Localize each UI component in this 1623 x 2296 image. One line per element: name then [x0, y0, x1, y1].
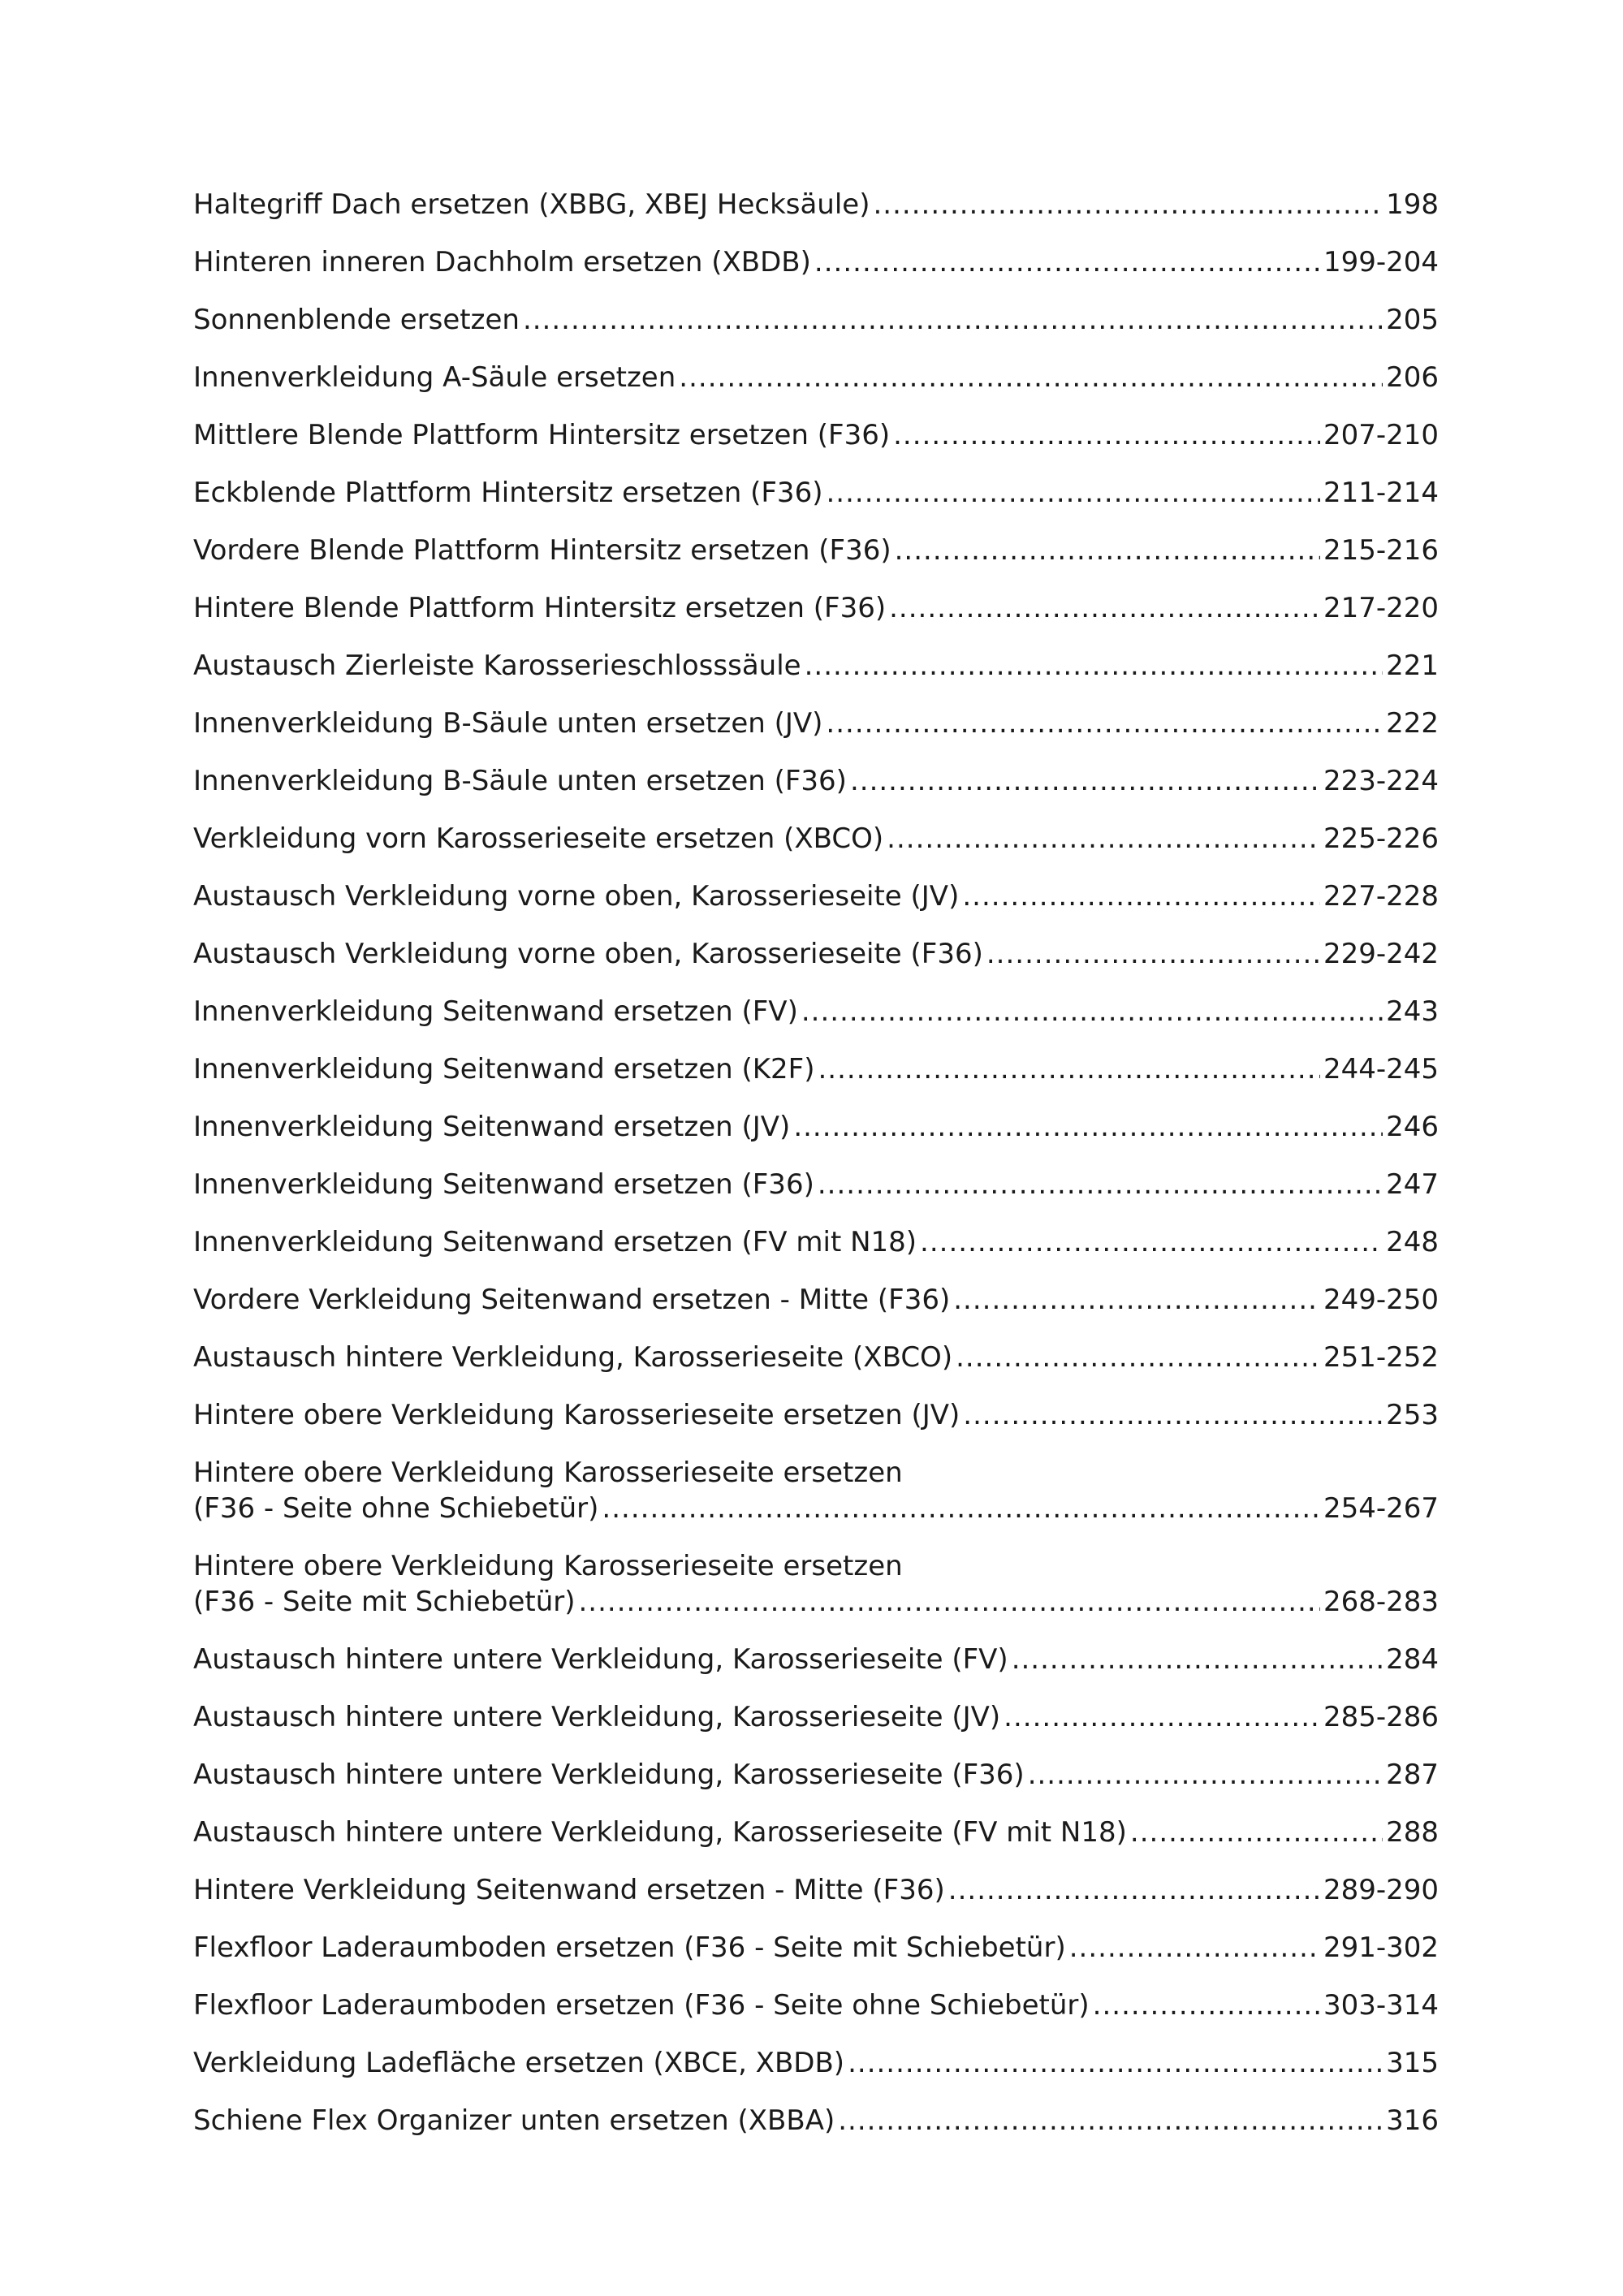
toc-entry-page: 198: [1386, 188, 1439, 221]
toc-entry-line: [193, 533, 1439, 568]
dot-leader: [873, 187, 1383, 222]
toc-entry[interactable]: [193, 1455, 1439, 1526]
toc-entry-line: [193, 648, 1439, 684]
dot-leader: [793, 1109, 1383, 1145]
toc-entry[interactable]: [193, 1699, 1439, 1735]
toc-entry-title: Innenverkleidung Seitenwand ersetzen (F36): [193, 1168, 814, 1201]
toc-entry[interactable]: [193, 1109, 1439, 1145]
toc-entry-page: 254-267: [1323, 1492, 1439, 1525]
toc-entry-title: Hintere obere Verkleidung Karosserieseite ersetzen (JV): [193, 1399, 960, 1431]
toc-entry-page: 253: [1386, 1399, 1439, 1431]
toc-entry-line: [193, 1757, 1439, 1793]
dot-leader: [963, 1397, 1383, 1433]
toc-entry-title: Hintere Blende Plattform Hintersitz ersetzen (F36): [193, 592, 887, 624]
toc-entry-title: Austausch hintere untere Verkleidung, Karosserieseite (JV): [193, 1701, 1001, 1733]
toc-entry-page: 287: [1386, 1759, 1439, 1791]
toc-entry[interactable]: [193, 1548, 1439, 1620]
toc-entry-line: [193, 1224, 1439, 1260]
dot-leader: [986, 936, 1320, 972]
toc-entry-line: [193, 2103, 1439, 2138]
toc-entry-page: 303-314: [1323, 1989, 1439, 2022]
toc-entry[interactable]: [193, 878, 1439, 914]
dot-leader: [953, 1282, 1320, 1318]
dot-leader: [1004, 1699, 1320, 1735]
toc-entry[interactable]: [193, 417, 1439, 453]
toc-entry-line: [193, 1491, 1439, 1526]
toc-entry-title: Austausch hintere untere Verkleidung, Karosserieseite (FV): [193, 1643, 1008, 1676]
toc-entry-page: 227-228: [1323, 880, 1439, 913]
dot-leader: [848, 2045, 1383, 2081]
toc-entry-title: Flexfloor Laderaumboden ersetzen (F36 - Seite ohne Schiebetür): [193, 1989, 1090, 2022]
toc-entry-line: [193, 821, 1439, 857]
dot-leader: [887, 821, 1320, 857]
toc-entry-title: Austausch Verkleidung vorne oben, Karosserieseite (F36): [193, 938, 983, 970]
toc-entry[interactable]: [193, 590, 1439, 626]
toc-entry-title: Eckblende Plattform Hintersitz ersetzen (F36): [193, 477, 823, 509]
toc-entry-page: 291-302: [1323, 1931, 1439, 1964]
dot-leader: [850, 763, 1320, 799]
toc-entry-page: 268-283: [1323, 1586, 1439, 1618]
toc-entry-page: 221: [1386, 650, 1439, 682]
toc-entry-line: [193, 1548, 1439, 1584]
toc-entry-line: [193, 590, 1439, 626]
toc-entry[interactable]: [193, 475, 1439, 511]
dot-leader: [889, 590, 1320, 626]
toc-entry-title: Flexfloor Laderaumboden ersetzen (F36 - Seite mit Schiebetür): [193, 1931, 1066, 1964]
toc-entry-line: [193, 2045, 1439, 2081]
toc-entry-line: [193, 706, 1439, 741]
toc-entry[interactable]: [193, 1051, 1439, 1087]
toc-entry-title: Innenverkleidung Seitenwand ersetzen (FV mit N18): [193, 1226, 917, 1258]
toc-entry-title: (F36 - Seite mit Schiebetür): [193, 1586, 576, 1618]
toc-entry-title: Verkleidung vorn Karosserieseite ersetzen (XBCO): [193, 822, 884, 855]
toc-entry-page: 215-216: [1323, 534, 1439, 567]
toc-entry-page: 222: [1386, 707, 1439, 740]
dot-leader: [1012, 1642, 1383, 1677]
toc-entry-page: 249-250: [1323, 1284, 1439, 1316]
toc-entry-title: Hintere obere Verkleidung Karosserieseite ersetzen: [193, 1457, 903, 1489]
toc-entry-line: [193, 878, 1439, 914]
dot-leader: [679, 360, 1383, 395]
toc-entry-page: 225-226: [1323, 822, 1439, 855]
toc-entry[interactable]: [193, 1642, 1439, 1677]
toc-entry-page: 244-245: [1323, 1053, 1439, 1085]
toc-entry-title: Austausch hintere untere Verkleidung, Karosserieseite (FV mit N18): [193, 1816, 1127, 1849]
toc-entry[interactable]: [193, 2045, 1439, 2081]
toc-entry-line: [193, 763, 1439, 799]
toc-entry-line: [193, 1872, 1439, 1908]
toc-entry[interactable]: [193, 821, 1439, 857]
dot-leader: [920, 1224, 1383, 1260]
toc-entry[interactable]: [193, 360, 1439, 395]
toc-entry-page: 223-224: [1323, 765, 1439, 797]
dot-leader: [1093, 1987, 1320, 2023]
toc-entry-title: Schiene Flex Organizer unten ersetzen (XBBA): [193, 2104, 835, 2137]
toc-entry-title: Innenverkleidung Seitenwand ersetzen (FV): [193, 995, 798, 1028]
toc-entry-title: Innenverkleidung A-Säule ersetzen: [193, 361, 676, 394]
dot-leader: [818, 1167, 1383, 1202]
toc-entry[interactable]: [193, 1282, 1439, 1318]
dot-leader: [1028, 1757, 1383, 1793]
toc-entry[interactable]: [193, 187, 1439, 222]
toc-entry-title: (F36 - Seite ohne Schiebetür): [193, 1492, 599, 1525]
toc-entry-page: 288: [1386, 1816, 1439, 1849]
toc-entry[interactable]: [193, 706, 1439, 741]
dot-leader: [826, 475, 1319, 511]
toc-entry-title: Austausch hintere untere Verkleidung, Karosserieseite (F36): [193, 1759, 1025, 1791]
toc-entry[interactable]: [193, 2103, 1439, 2138]
toc-entry[interactable]: [193, 302, 1439, 338]
toc-entry-title: Innenverkleidung B-Säule unten ersetzen (JV): [193, 707, 823, 740]
toc-entry-line: [193, 936, 1439, 972]
dot-leader: [893, 417, 1320, 453]
toc-entry-line: [193, 475, 1439, 511]
toc-entry-line: [193, 302, 1439, 338]
toc-entry[interactable]: [193, 1987, 1439, 2023]
toc-entry-title: Austausch hintere Verkleidung, Karosserieseite (XBCO): [193, 1341, 953, 1374]
dot-leader: [801, 994, 1383, 1029]
toc-entry[interactable]: [193, 1340, 1439, 1375]
toc-entry-page: 207-210: [1323, 419, 1439, 451]
dot-leader: [1069, 1930, 1320, 1966]
toc-entry[interactable]: [193, 1397, 1439, 1433]
toc-entry-title: Hinteren inneren Dachholm ersetzen (XBDB): [193, 246, 811, 278]
toc-entry[interactable]: [193, 533, 1439, 568]
dot-leader: [962, 878, 1320, 914]
toc-entry-page: 229-242: [1323, 938, 1439, 970]
dot-leader: [948, 1872, 1320, 1908]
toc-entry-title: Mittlere Blende Plattform Hintersitz ersetzen (F36): [193, 419, 891, 451]
dot-leader: [956, 1340, 1320, 1375]
toc-entry-title: Hintere obere Verkleidung Karosserieseite ersetzen: [193, 1550, 903, 1582]
dot-leader: [805, 648, 1383, 684]
toc-entry-line: [193, 1282, 1439, 1318]
toc-entry[interactable]: [193, 936, 1439, 972]
toc-entry-page: 246: [1386, 1111, 1439, 1143]
toc-entry[interactable]: [193, 1872, 1439, 1908]
toc-entry-page: 289-290: [1323, 1874, 1439, 1906]
toc-entry-line: [193, 417, 1439, 453]
toc-entry[interactable]: [193, 1167, 1439, 1202]
dot-leader: [523, 302, 1383, 338]
toc-entry-title: Sonnenblende ersetzen: [193, 304, 520, 336]
toc-entry[interactable]: [193, 1815, 1439, 1850]
toc-entry-line: [193, 1642, 1439, 1677]
dot-leader: [602, 1491, 1320, 1526]
toc-entry-page: 217-220: [1323, 592, 1439, 624]
toc-entry-line: [193, 1987, 1439, 2023]
toc-entry-line: [193, 1051, 1439, 1087]
dot-leader: [826, 706, 1383, 741]
toc-entry-title: Innenverkleidung B-Säule unten ersetzen (F36): [193, 765, 847, 797]
toc-entry-page: 251-252: [1323, 1341, 1439, 1374]
toc-entry-page: 285-286: [1323, 1701, 1439, 1733]
toc-entry-line: [193, 360, 1439, 395]
toc-entry[interactable]: [193, 1757, 1439, 1793]
toc-entry-title: Innenverkleidung Seitenwand ersetzen (JV): [193, 1111, 791, 1143]
toc-entry-title: Innenverkleidung Seitenwand ersetzen (K2F): [193, 1053, 815, 1085]
toc-entry-line: [193, 187, 1439, 222]
dot-leader: [818, 1051, 1320, 1087]
dot-leader: [838, 2103, 1383, 2138]
toc-entry-page: 206: [1386, 361, 1439, 394]
toc-entry-line: [193, 1397, 1439, 1433]
toc-entry-title: Vordere Verkleidung Seitenwand ersetzen - Mitte (F36): [193, 1284, 951, 1316]
toc-entry-title: Verkleidung Ladefläche ersetzen (XBCE, XBDB): [193, 2047, 845, 2079]
toc-entry-title: Austausch Verkleidung vorne oben, Karosserieseite (JV): [193, 880, 960, 913]
toc-entry[interactable]: [193, 244, 1439, 280]
toc-entry-page: 248: [1386, 1226, 1439, 1258]
toc-entry-line: [193, 1455, 1439, 1491]
toc-entry-page: 243: [1386, 995, 1439, 1028]
toc-entry-page: 211-214: [1323, 477, 1439, 509]
dot-leader: [579, 1584, 1320, 1620]
toc-entry[interactable]: [193, 1930, 1439, 1966]
dot-leader: [814, 244, 1320, 280]
toc-entry-page: 315: [1386, 2047, 1439, 2079]
toc-entry[interactable]: [193, 763, 1439, 799]
toc-entry-line: [193, 1584, 1439, 1620]
toc-entry-title: Hintere Verkleidung Seitenwand ersetzen - Mitte (F36): [193, 1874, 945, 1906]
toc-entry-title: Austausch Zierleiste Karosserieschlosssäule: [193, 650, 801, 682]
toc-entry-line: [193, 1167, 1439, 1202]
toc-entry[interactable]: [193, 994, 1439, 1029]
table-of-contents: [193, 187, 1439, 2160]
toc-entry-page: 199-204: [1323, 246, 1439, 278]
toc-entry[interactable]: [193, 648, 1439, 684]
toc-entry-line: [193, 1340, 1439, 1375]
toc-entry-line: [193, 244, 1439, 280]
toc-entry-page: 205: [1386, 304, 1439, 336]
toc-entry-page: 247: [1386, 1168, 1439, 1201]
toc-entry-title: Haltegriff Dach ersetzen (XBBG, XBEJ Hecksäule): [193, 188, 870, 221]
dot-leader: [1130, 1815, 1383, 1850]
toc-entry-page: 316: [1386, 2104, 1439, 2137]
toc-entry[interactable]: [193, 1224, 1439, 1260]
toc-entry-line: [193, 1109, 1439, 1145]
toc-entry-page: 284: [1386, 1643, 1439, 1676]
toc-entry-line: [193, 1699, 1439, 1735]
dot-leader: [895, 533, 1320, 568]
toc-entry-line: [193, 1815, 1439, 1850]
toc-entry-line: [193, 994, 1439, 1029]
toc-entry-title: Vordere Blende Plattform Hintersitz ersetzen (F36): [193, 534, 891, 567]
toc-entry-line: [193, 1930, 1439, 1966]
